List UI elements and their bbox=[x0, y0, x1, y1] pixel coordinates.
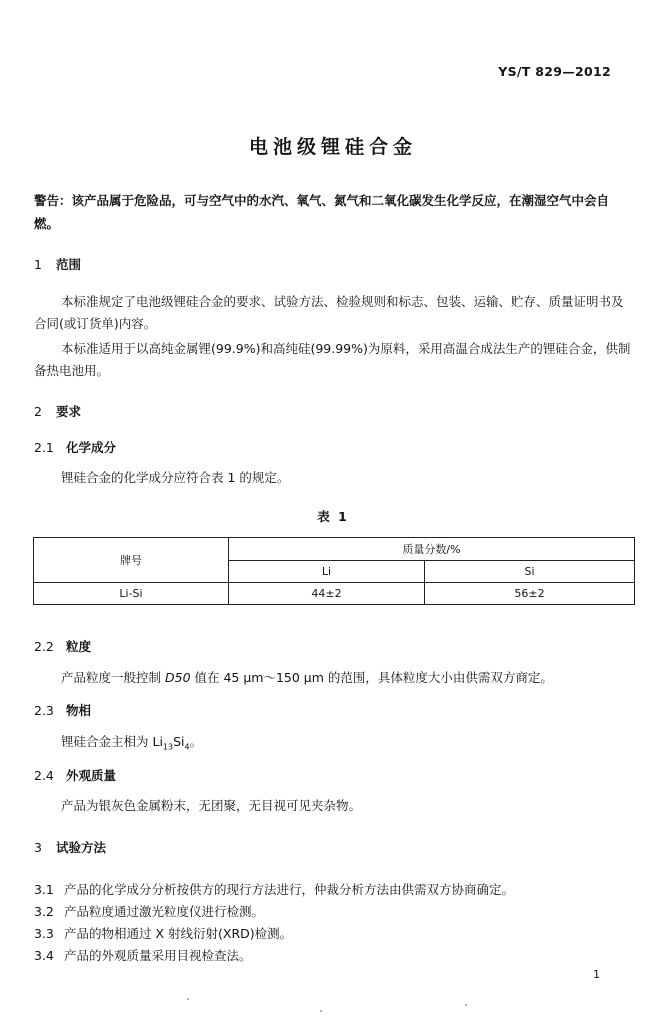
document-title: 电池级锂硅合金 bbox=[248, 136, 417, 158]
li-value-cell: 44±2 bbox=[229, 583, 425, 605]
section-2-4-paragraph: 产品为银灰色金属粉末，无团聚，无目视可见夹杂物。 bbox=[61, 798, 362, 813]
text-run: 值在 45 μm～150 μm 的范围，具体粒度大小由供需双方商定。 bbox=[190, 670, 553, 685]
section-title: 要求 bbox=[56, 404, 82, 419]
item-number: 3.4 bbox=[34, 948, 54, 963]
item-text: 产品粒度通过激光粒度仪进行检测。 bbox=[64, 904, 265, 919]
table-header-row bbox=[34, 538, 635, 561]
subscript: 4 bbox=[184, 742, 190, 752]
d50-symbol: D50 bbox=[164, 670, 191, 685]
section-title: 粒度 bbox=[66, 639, 92, 654]
warning-label: 警告： bbox=[34, 193, 72, 208]
section-title: 试验方法 bbox=[56, 840, 107, 855]
list-item bbox=[34, 880, 514, 898]
section-2-1-heading bbox=[34, 438, 116, 456]
item-text: 产品的化学成分分析按供方的现行方法进行，仲裁分析方法由供需双方协商确定。 bbox=[64, 882, 515, 897]
grade-cell: Li-Si bbox=[34, 583, 229, 605]
section-2-2-heading bbox=[34, 637, 91, 655]
subscript: 13 bbox=[162, 742, 174, 752]
text-run: 产品粒度一般控制 bbox=[61, 670, 165, 685]
header-si-cell: Si bbox=[425, 561, 635, 583]
si-value-cell: 56±2 bbox=[425, 583, 635, 605]
page-number: 1 bbox=[593, 968, 600, 981]
text-run: 锂硅合金主相为 Li bbox=[61, 734, 163, 749]
section-2-3-paragraph bbox=[61, 731, 202, 759]
section-2-2-paragraph bbox=[61, 667, 553, 689]
item-number: 3.1 bbox=[34, 882, 54, 897]
section-2-4-heading bbox=[34, 766, 116, 784]
section-1-heading bbox=[34, 255, 81, 273]
text-run: Si bbox=[173, 734, 185, 749]
text-run: 。 bbox=[189, 734, 203, 749]
section-title: 范围 bbox=[56, 257, 82, 272]
section-title: 外观质量 bbox=[66, 768, 117, 783]
section-number: 3 bbox=[34, 840, 42, 855]
table-row bbox=[34, 583, 635, 605]
item-number: 3.3 bbox=[34, 926, 54, 941]
section-2-3-heading bbox=[34, 701, 91, 719]
section-number: 2.3 bbox=[34, 703, 54, 718]
section-number: 2.2 bbox=[34, 639, 54, 654]
list-item bbox=[34, 902, 264, 920]
scan-speck bbox=[320, 1010, 322, 1012]
standard-code: YS/T 829—2012 bbox=[498, 64, 611, 79]
header-grade-cell: 牌号 bbox=[34, 538, 229, 583]
section-1-paragraph-2: 本标准适用于以高纯金属锂(99.9%)和高纯硅(99.99%)为原料，采用高温合成法生产的锂硅合金，供制备热电池用。 bbox=[34, 341, 631, 378]
item-text: 产品的外观质量采用目视检查法。 bbox=[64, 948, 252, 963]
header-li-cell: Li bbox=[229, 561, 425, 583]
header-mass-fraction-cell: 质量分数/% bbox=[229, 538, 635, 561]
section-2-heading bbox=[34, 402, 81, 420]
scan-speck bbox=[465, 1004, 467, 1006]
scan-speck bbox=[187, 998, 189, 1000]
item-number: 3.2 bbox=[34, 904, 54, 919]
list-item bbox=[34, 924, 292, 942]
section-1-paragraph-1: 本标准规定了电池级锂硅合金的要求、试验方法、检验规则和标志、包装、运输、贮存、质量证明书及合同(或订货单)内容。 bbox=[34, 294, 624, 331]
section-2-1-paragraph: 锂硅合金的化学成分应符合表 1 的规定。 bbox=[61, 470, 290, 485]
warning-block bbox=[34, 189, 632, 235]
section-number: 1 bbox=[34, 257, 42, 272]
item-text: 产品的物相通过 X 射线衍射(XRD)检测。 bbox=[64, 926, 293, 941]
section-title: 物相 bbox=[66, 703, 92, 718]
composition-table bbox=[33, 537, 635, 605]
section-number: 2.4 bbox=[34, 768, 54, 783]
section-number: 2 bbox=[34, 404, 42, 419]
warning-text: 该产品属于危险品，可与空气中的水汽、氧气、氮气和二氧化碳发生化学反应，在潮湿空气中会自燃。 bbox=[34, 193, 610, 231]
section-3-heading bbox=[34, 838, 106, 856]
section-number: 2.1 bbox=[34, 440, 54, 455]
list-item bbox=[34, 946, 252, 964]
section-title: 化学成分 bbox=[66, 440, 117, 455]
table-caption: 表 1 bbox=[317, 509, 349, 524]
